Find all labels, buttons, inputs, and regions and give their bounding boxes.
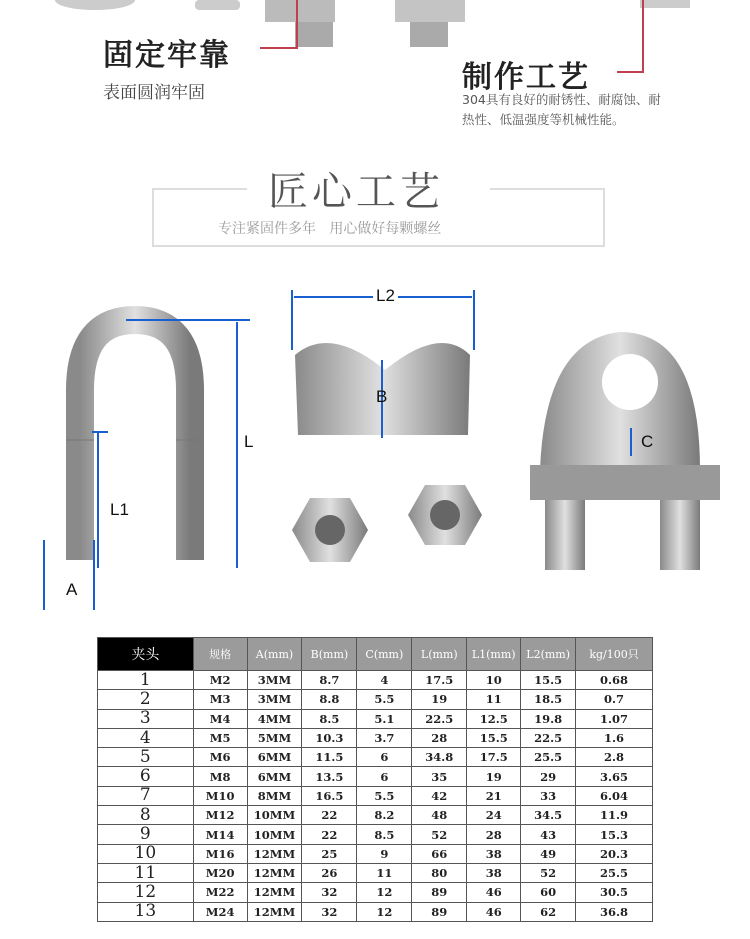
table-cell: 3: [98, 709, 194, 728]
table-cell: 9: [357, 844, 412, 863]
table-cell: 52: [412, 825, 467, 844]
column-header: C(mm): [357, 638, 412, 671]
table-cell: 28: [467, 825, 521, 844]
table-cell: 0.68: [576, 671, 653, 690]
table-cell: 12: [357, 883, 412, 902]
table-cell: 12: [357, 902, 412, 921]
table-cell: 8: [98, 806, 194, 825]
table-cell: 2: [98, 690, 194, 709]
table-cell: 20.3: [576, 844, 653, 863]
table-cell: M10: [193, 786, 247, 805]
table-cell: 21: [467, 786, 521, 805]
callout-line: [260, 47, 298, 49]
feature-title-secure: 固定牢靠: [103, 38, 231, 73]
table-cell: 6: [357, 767, 412, 786]
callout-line: [642, 0, 644, 72]
table-row: [98, 825, 653, 844]
dimension-label-l2: L2: [373, 286, 398, 306]
table-cell: 19.8: [521, 709, 576, 728]
table-cell: 10: [98, 844, 194, 863]
column-header: B(mm): [302, 638, 357, 671]
dimension-label-b: B: [376, 387, 388, 406]
table-row: [98, 844, 653, 863]
table-cell: 8.7: [302, 671, 357, 690]
table-cell: 49: [521, 844, 576, 863]
table-cell: 15.5: [467, 728, 521, 747]
table-row: [98, 902, 653, 921]
table-cell: 28: [412, 728, 467, 747]
callout-line: [296, 0, 298, 48]
table-cell: 35: [412, 767, 467, 786]
table-cell: 62: [521, 902, 576, 921]
table-cell: 3MM: [247, 690, 302, 709]
table-cell: 1: [98, 671, 194, 690]
table-cell: 8MM: [247, 786, 302, 805]
table-row: [98, 709, 653, 728]
table-cell: 3MM: [247, 671, 302, 690]
column-header: L(mm): [412, 638, 467, 671]
table-cell: 12MM: [247, 844, 302, 863]
column-header: 规格: [193, 638, 247, 671]
banner-frame-line: [490, 188, 605, 190]
table-cell: 11.5: [302, 748, 357, 767]
table-row: [98, 883, 653, 902]
table-cell: 12.5: [467, 709, 521, 728]
table-cell: 46: [467, 902, 521, 921]
table-cell: 11: [98, 863, 194, 882]
table-cell: M6: [193, 748, 247, 767]
table-cell: 10: [467, 671, 521, 690]
table-cell: 15.3: [576, 825, 653, 844]
table-cell: 38: [467, 863, 521, 882]
table-cell: 13.5: [302, 767, 357, 786]
table-cell: 60: [521, 883, 576, 902]
table-cell: 12: [98, 883, 194, 902]
table-cell: 22.5: [521, 728, 576, 747]
table-cell: 36.8: [576, 902, 653, 921]
dimension-label-a: A: [66, 580, 78, 599]
table-cell: 5.5: [357, 690, 412, 709]
column-header: 夹头: [98, 638, 194, 671]
table-cell: 33: [521, 786, 576, 805]
table-row: [98, 863, 653, 882]
table-cell: 30.5: [576, 883, 653, 902]
table-row: [98, 748, 653, 767]
table-cell: 25.5: [576, 863, 653, 882]
table-cell: 89: [412, 902, 467, 921]
table-cell: 29: [521, 767, 576, 786]
table-cell: 25: [302, 844, 357, 863]
column-header: L2(mm): [521, 638, 576, 671]
table-cell: 34.5: [521, 806, 576, 825]
table-cell: 8.5: [357, 825, 412, 844]
table-cell: 3.7: [357, 728, 412, 747]
table-cell: 80: [412, 863, 467, 882]
table-cell: M5: [193, 728, 247, 747]
feature-title-craft: 制作工艺: [462, 60, 590, 95]
table-cell: 6MM: [247, 748, 302, 767]
feature-desc-line2: 热性、低温强度等机械性能。: [462, 112, 625, 127]
table-cell: 8.5: [302, 709, 357, 728]
table-cell: 25.5: [521, 748, 576, 767]
table-cell: 2.8: [576, 748, 653, 767]
table-cell: M24: [193, 902, 247, 921]
table-cell: 1.6: [576, 728, 653, 747]
banner-subtitle: 专注紧固件多年 用心做好每颗螺丝: [218, 221, 442, 237]
product-dimension-diagram: [0, 270, 750, 620]
table-cell: 10.3: [302, 728, 357, 747]
table-cell: 38: [467, 844, 521, 863]
table-cell: 26: [302, 863, 357, 882]
table-cell: M4: [193, 709, 247, 728]
table-cell: 13: [98, 902, 194, 921]
table-cell: 11: [357, 863, 412, 882]
table-cell: 4: [357, 671, 412, 690]
spec-table-header: [98, 638, 653, 671]
table-cell: 12MM: [247, 883, 302, 902]
table-cell: 1.07: [576, 709, 653, 728]
table-cell: 24: [467, 806, 521, 825]
table-cell: 22.5: [412, 709, 467, 728]
table-cell: 8.8: [302, 690, 357, 709]
table-cell: 6: [98, 767, 194, 786]
table-row: [98, 786, 653, 805]
banner-title: 匠心工艺: [262, 160, 450, 217]
table-cell: 11.9: [576, 806, 653, 825]
spec-table: [97, 637, 653, 922]
table-cell: 48: [412, 806, 467, 825]
table-cell: 10MM: [247, 806, 302, 825]
table-cell: 6MM: [247, 767, 302, 786]
table-cell: 46: [467, 883, 521, 902]
column-header: L1(mm): [467, 638, 521, 671]
callout-line: [617, 71, 644, 73]
table-cell: 22: [302, 806, 357, 825]
table-cell: 6.04: [576, 786, 653, 805]
table-cell: 12MM: [247, 902, 302, 921]
table-cell: 12MM: [247, 863, 302, 882]
dimension-label-c: C: [641, 432, 654, 451]
table-row: [98, 690, 653, 709]
table-cell: 19: [412, 690, 467, 709]
table-cell: 15.5: [521, 671, 576, 690]
table-cell: 7: [98, 786, 194, 805]
table-cell: 52: [521, 863, 576, 882]
table-cell: 89: [412, 883, 467, 902]
table-cell: 32: [302, 902, 357, 921]
table-cell: 6: [357, 748, 412, 767]
table-cell: 4: [98, 728, 194, 747]
table-cell: 3.65: [576, 767, 653, 786]
table-cell: 4MM: [247, 709, 302, 728]
table-cell: 16.5: [302, 786, 357, 805]
table-row: [98, 671, 653, 690]
table-cell: 5: [98, 748, 194, 767]
table-cell: 11: [467, 690, 521, 709]
table-cell: 0.7: [576, 690, 653, 709]
table-cell: 32: [302, 883, 357, 902]
table-cell: 17.5: [412, 671, 467, 690]
table-cell: 43: [521, 825, 576, 844]
table-cell: 19: [467, 767, 521, 786]
table-row: [98, 806, 653, 825]
dimension-label-l1: L1: [110, 500, 129, 519]
table-row: [98, 767, 653, 786]
table-cell: M3: [193, 690, 247, 709]
table-cell: 18.5: [521, 690, 576, 709]
table-cell: 66: [412, 844, 467, 863]
table-cell: 42: [412, 786, 467, 805]
table-cell: 5.5: [357, 786, 412, 805]
table-cell: M8: [193, 767, 247, 786]
table-cell: 5.1: [357, 709, 412, 728]
feature-desc-line1: 304具有良好的耐锈性、耐腐蚀、耐: [462, 92, 661, 107]
column-header: kg/100只: [576, 638, 653, 671]
table-cell: 8.2: [357, 806, 412, 825]
column-header: A(mm): [247, 638, 302, 671]
table-cell: M20: [193, 863, 247, 882]
table-cell: 9: [98, 825, 194, 844]
table-cell: 34.8: [412, 748, 467, 767]
banner-frame-line: [152, 188, 247, 190]
table-cell: 22: [302, 825, 357, 844]
table-cell: 5MM: [247, 728, 302, 747]
dimension-label-l: L: [244, 432, 254, 451]
table-cell: M14: [193, 825, 247, 844]
table-cell: M22: [193, 883, 247, 902]
table-cell: M12: [193, 806, 247, 825]
table-row: [98, 728, 653, 747]
table-cell: 17.5: [467, 748, 521, 767]
feature-subtitle-secure: 表面圆润牢固: [103, 83, 205, 103]
table-cell: 10MM: [247, 825, 302, 844]
table-cell: M2: [193, 671, 247, 690]
table-cell: M16: [193, 844, 247, 863]
